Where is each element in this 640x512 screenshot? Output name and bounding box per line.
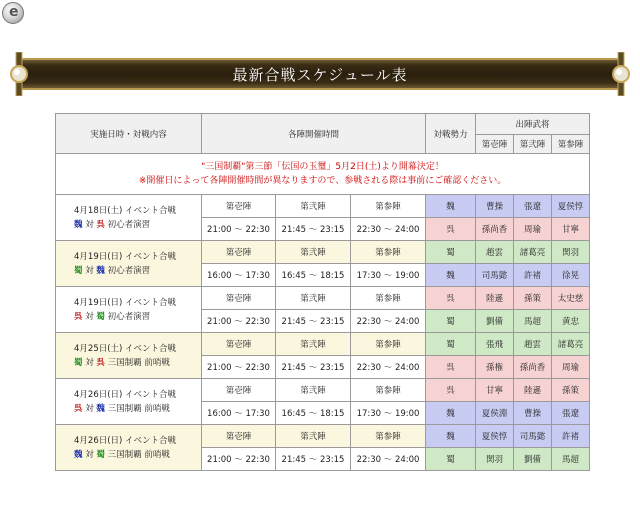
phase-label: 第壱陣 [202, 241, 276, 264]
event-row [56, 333, 590, 356]
general-name: 孫尚香 [514, 356, 552, 379]
matchup-faction-1: 魏 [74, 219, 83, 230]
side-faction: 呉 [426, 218, 476, 241]
phase-time: 16:45 ～ 18:15 [276, 264, 351, 287]
event-info [56, 425, 202, 471]
matchup-vs: 対 [82, 219, 97, 230]
matchup-vs: 対 [82, 449, 97, 460]
header-factions: 対戦勢力 [426, 114, 476, 154]
header-phase-times: 各陣開催時間 [202, 114, 426, 154]
general-name: 孫権 [476, 356, 514, 379]
matchup-desc: 三国制覇 前哨戦 [104, 357, 170, 368]
phase-time: 21:00 ～ 22:30 [202, 310, 276, 333]
general-name: 関羽 [552, 241, 590, 264]
event-row [56, 425, 590, 448]
header-sub-1: 第壱陣 [476, 135, 514, 154]
general-name: 司馬懿 [476, 264, 514, 287]
general-name: 孫策 [552, 379, 590, 402]
event-date: 4月26日(日) イベント合戦 [74, 435, 177, 446]
notice-line-2: ※開催日によって各陣開催時間が異なりますので、参戦される際は事前にご確認ください。 [138, 176, 507, 186]
event-info [56, 287, 202, 333]
phase-label: 第弐陣 [276, 333, 351, 356]
matchup-faction-1: 蜀 [74, 265, 83, 276]
header-sub-3: 第参陣 [552, 135, 590, 154]
phase-time: 21:00 ～ 22:30 [202, 218, 276, 241]
general-name: 張遼 [514, 195, 552, 218]
event-matchup [74, 402, 201, 416]
side-faction: 魏 [426, 425, 476, 448]
matchup-faction-2: 蜀 [96, 311, 105, 322]
header-sub-2: 第弐陣 [514, 135, 552, 154]
schedule-table [55, 113, 590, 471]
general-name: 孫策 [514, 287, 552, 310]
general-name: 張飛 [476, 333, 514, 356]
phase-label: 第参陣 [351, 379, 426, 402]
phase-time: 17:30 ～ 19:00 [351, 264, 426, 287]
phase-label: 第壱陣 [202, 195, 276, 218]
matchup-desc: 初心者演習 [104, 219, 151, 230]
general-name: 甘寧 [552, 218, 590, 241]
event-row [56, 287, 590, 310]
general-name: 劉備 [476, 310, 514, 333]
event-info [56, 195, 202, 241]
general-name: 許褚 [552, 425, 590, 448]
matchup-desc: 三国制覇 前哨戦 [104, 403, 170, 414]
phase-time: 22:30 ～ 24:00 [351, 310, 426, 333]
phase-label: 第壱陣 [202, 425, 276, 448]
phase-time: 21:00 ～ 22:30 [202, 356, 276, 379]
matchup-faction-1: 呉 [74, 311, 83, 322]
matchup-desc: 三国制覇 前哨戦 [104, 449, 170, 460]
header-generals: 出陣武将 [476, 114, 590, 135]
event-matchup [74, 448, 201, 462]
phase-time: 22:30 ～ 24:00 [351, 448, 426, 471]
title-banner [6, 52, 634, 96]
general-name: 司馬懿 [514, 425, 552, 448]
matchup-vs: 対 [82, 403, 97, 414]
phase-time: 21:45 ～ 23:15 [276, 310, 351, 333]
general-name: 諸葛亮 [552, 333, 590, 356]
general-name: 関羽 [476, 448, 514, 471]
matchup-faction-2: 呉 [96, 357, 105, 368]
general-name: 曹操 [476, 195, 514, 218]
phase-label: 第弐陣 [276, 379, 351, 402]
event-row [56, 195, 590, 218]
general-name: 甘寧 [476, 379, 514, 402]
phase-label: 第壱陣 [202, 379, 276, 402]
matchup-faction-1: 呉 [74, 403, 83, 414]
general-name: 黄忠 [552, 310, 590, 333]
phase-label: 第弐陣 [276, 425, 351, 448]
phase-time: 16:00 ～ 17:30 [202, 264, 276, 287]
matchup-desc: 初心者演習 [104, 265, 151, 276]
matchup-vs: 対 [82, 265, 97, 276]
side-faction: 魏 [426, 264, 476, 287]
event-date: 4月19日(日) イベント合戦 [74, 251, 177, 262]
event-date: 4月19日(日) イベント合戦 [74, 297, 177, 308]
general-name: 馬超 [514, 310, 552, 333]
browser-logo-icon [2, 2, 24, 24]
general-name: 馬超 [552, 448, 590, 471]
phase-time: 17:30 ～ 19:00 [351, 402, 426, 425]
side-faction: 呉 [426, 287, 476, 310]
general-name: 周瑜 [514, 218, 552, 241]
general-name: 陸遜 [476, 287, 514, 310]
side-faction: 蜀 [426, 333, 476, 356]
page-title: 最新合戦スケジュール表 [232, 66, 408, 84]
event-matchup [74, 264, 201, 278]
general-name: 趙雲 [514, 333, 552, 356]
notice-banner [56, 154, 590, 195]
matchup-vs: 対 [82, 357, 97, 368]
matchup-faction-2: 蜀 [96, 449, 105, 460]
event-date: 4月25日(土) イベント合戦 [74, 343, 177, 354]
side-faction: 蜀 [426, 448, 476, 471]
matchup-faction-2: 呉 [96, 219, 105, 230]
side-faction: 魏 [426, 195, 476, 218]
general-name: 夏侯淵 [476, 402, 514, 425]
phase-label: 第弐陣 [276, 241, 351, 264]
phase-time: 21:45 ～ 23:15 [276, 218, 351, 241]
phase-label: 第参陣 [351, 287, 426, 310]
event-info [56, 333, 202, 379]
phase-label: 第弐陣 [276, 195, 351, 218]
phase-label: 第参陣 [351, 241, 426, 264]
side-faction: 呉 [426, 356, 476, 379]
event-info [56, 241, 202, 287]
phase-time: 21:00 ～ 22:30 [202, 448, 276, 471]
phase-label: 第参陣 [351, 195, 426, 218]
general-name: 諸葛亮 [514, 241, 552, 264]
general-name: 陸遜 [514, 379, 552, 402]
event-row [56, 379, 590, 402]
general-name: 太史慈 [552, 287, 590, 310]
phase-label: 第弐陣 [276, 287, 351, 310]
phase-time: 16:00 ～ 17:30 [202, 402, 276, 425]
general-name: 張遼 [552, 402, 590, 425]
header-date-content: 実施日時・対戦内容 [56, 114, 202, 154]
phase-time: 21:45 ～ 23:15 [276, 448, 351, 471]
matchup-faction-2: 魏 [96, 265, 105, 276]
matchup-vs: 対 [82, 311, 97, 322]
side-faction: 蜀 [426, 241, 476, 264]
general-name: 周瑜 [552, 356, 590, 379]
phase-label: 第参陣 [351, 425, 426, 448]
matchup-desc: 初心者演習 [104, 311, 151, 322]
matchup-faction-1: 蜀 [74, 357, 83, 368]
event-date: 4月26日(日) イベント合戦 [74, 389, 177, 400]
phase-label: 第壱陣 [202, 287, 276, 310]
phase-label: 第壱陣 [202, 333, 276, 356]
event-row [56, 241, 590, 264]
matchup-faction-2: 魏 [96, 403, 105, 414]
general-name: 孫尚香 [476, 218, 514, 241]
event-matchup [74, 218, 201, 232]
general-name: 夏侯惇 [552, 195, 590, 218]
event-matchup [74, 356, 201, 370]
side-faction: 呉 [426, 379, 476, 402]
notice-line-1: "三国制覇"第三節「伝国の玉璽」5月2日(土)より開幕決定！ [201, 162, 444, 172]
general-name: 許褚 [514, 264, 552, 287]
phase-time: 16:45 ～ 18:15 [276, 402, 351, 425]
phase-time: 22:30 ～ 24:00 [351, 356, 426, 379]
general-name: 徐晃 [552, 264, 590, 287]
general-name: 劉備 [514, 448, 552, 471]
event-date: 4月18日(土) イベント合戦 [74, 205, 177, 216]
event-info [56, 379, 202, 425]
phase-time: 21:45 ～ 23:15 [276, 356, 351, 379]
general-name: 曹操 [514, 402, 552, 425]
phase-label: 第参陣 [351, 333, 426, 356]
event-matchup [74, 310, 201, 324]
general-name: 夏侯惇 [476, 425, 514, 448]
side-faction: 魏 [426, 402, 476, 425]
phase-time: 22:30 ～ 24:00 [351, 218, 426, 241]
side-faction: 蜀 [426, 310, 476, 333]
matchup-faction-1: 魏 [74, 449, 83, 460]
general-name: 趙雲 [476, 241, 514, 264]
